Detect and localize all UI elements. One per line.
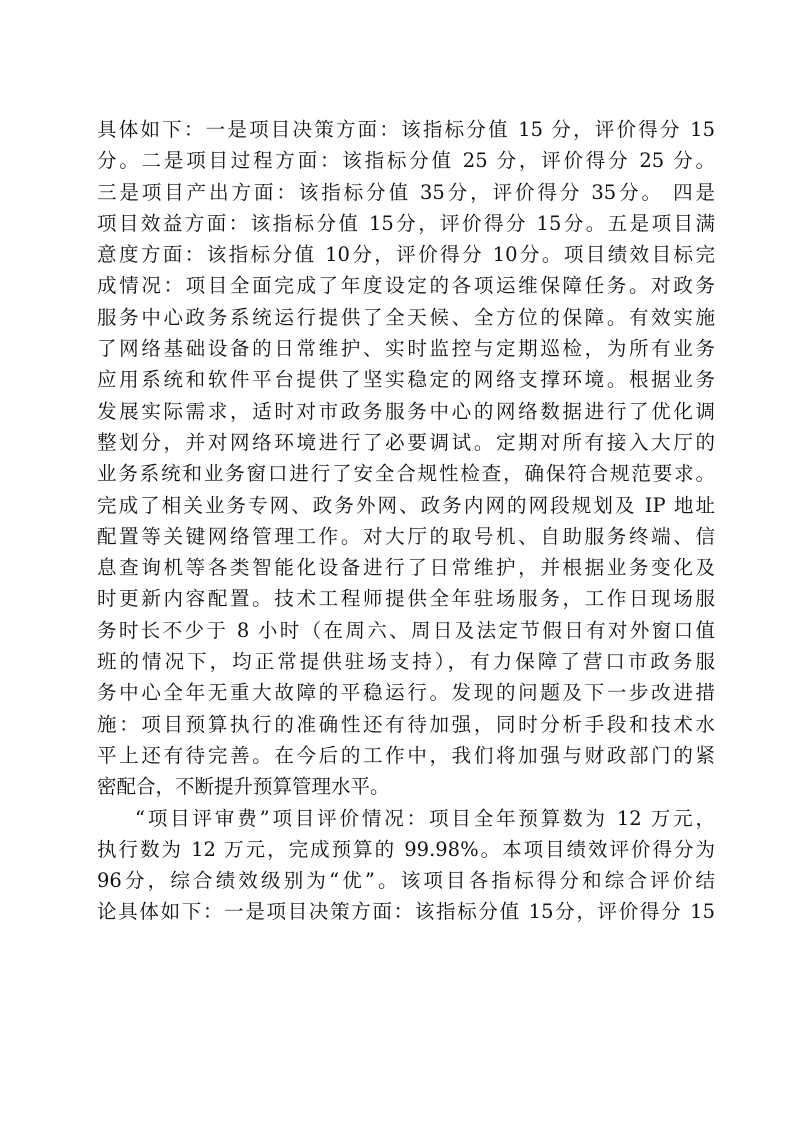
text-line: 论具体如下：一是项目决策方面：该指标分值 15分，评价得分 15 <box>97 900 715 924</box>
text-line: 三是项目产出方面：该指标分值 35分，评价得分 35分。 四是 <box>97 180 715 204</box>
text-line: 分。二是项目过程方面：该指标分值 25 分，评价得分 25 分。 <box>97 149 715 173</box>
text-line: 务时长不少于 8 小时（在周六、周日及法定节假日有对外窗口值 <box>97 618 715 642</box>
text-line: 务中心全年无重大故障的平稳运行。发现的问题及下一步改进措 <box>97 681 715 705</box>
text-line: 应用系统和软件平台提供了坚实稳定的网络支撑环境。根据业务 <box>97 368 715 392</box>
text-line: 施：项目预算执行的准确性还有待加强，同时分析手段和技术水 <box>97 712 715 736</box>
text-line: “项目评审费”项目评价情况：项目全年预算数为 12 万元， <box>135 806 715 830</box>
text-line: 班的情况下，均正常提供驻场支持），有力保障了营口市政务服 <box>97 650 715 674</box>
text-line: 96分，综合绩效级别为“优”。该项目各指标得分和综合评价结 <box>97 869 715 893</box>
text-line: 意度方面：该指标分值 10分，评价得分 10分。项目绩效目标完 <box>97 243 715 267</box>
text-line: 时更新内容配置。技术工程师提供全年驻场服务，工作日现场服 <box>97 587 715 611</box>
text-line: 项目效益方面：该指标分值 15分，评价得分 15分。五是项目满 <box>97 211 715 235</box>
text-line: 业务系统和业务窗口进行了安全合规性检查，确保符合规范要求。 <box>97 462 715 486</box>
body-text <box>97 114 715 928</box>
text-line: 平上还有待完善。在今后的工作中，我们将加强与财政部门的紧 <box>97 743 715 767</box>
text-line: 整划分，并对网络环境进行了必要调试。定期对所有接入大厅的 <box>97 430 715 454</box>
text-line: 具体如下：一是项目决策方面：该指标分值 15 分，评价得分 15 <box>97 118 715 141</box>
text-line: 服务中心政务系统运行提供了全天候、全方位的保障。有效实施 <box>97 305 715 329</box>
text-line: 成情况：项目全面完成了年度设定的各项运维保障任务。对政务 <box>97 274 715 298</box>
text-line: 息查询机等各类智能化设备进行了日常维护，并根据业务变化及 <box>97 556 715 580</box>
text-line: 配置等关键网络管理工作。对大厅的取号机、自助服务终端、信 <box>97 524 715 548</box>
text-line: 了网络基础设备的日常维护、实时监控与定期巡检，为所有业务 <box>97 337 715 361</box>
text-line: 执行数为 12 万元，完成预算的 99.98%。本项目绩效评价得分为 <box>97 837 715 861</box>
text-line: 发展实际需求，适时对市政务服务中心的网络数据进行了优化调 <box>97 399 715 423</box>
text-line: 密配合，不断提升预算管理水平。 <box>97 775 390 799</box>
text-line: 完成了相关业务专网、政务外网、政务内网的网段规划及 IP 地址 <box>97 493 715 517</box>
